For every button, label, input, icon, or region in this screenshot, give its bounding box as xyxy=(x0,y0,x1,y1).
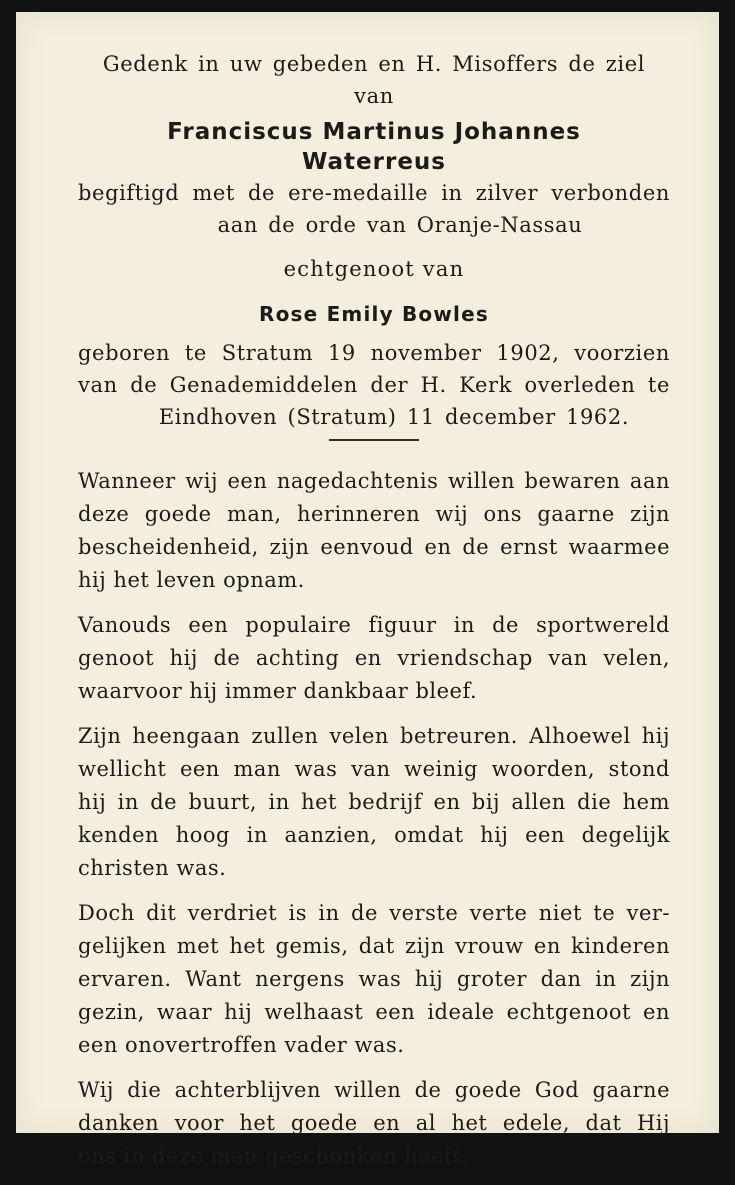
memorial-body xyxy=(78,465,670,1173)
paragraph-line: Vanouds een populaire figuur in de sportwereld xyxy=(78,613,670,637)
paragraph-line: wellicht een man was van weinig woorden, stond xyxy=(78,757,670,781)
birth-line: van de Genademiddelen der H. Kerk overleden te xyxy=(78,373,670,397)
paragraph xyxy=(78,609,670,708)
memorial-card xyxy=(16,12,719,1168)
honor-text xyxy=(78,177,670,241)
paragraph-line: hij het leven opnam. xyxy=(78,568,305,592)
paragraph-line: genoot hij de achting en vriendschap van velen, xyxy=(78,646,670,670)
card-content xyxy=(78,48,670,1185)
spouse-name: Rose Emily Bowles xyxy=(259,302,489,326)
deceased-name-line: Waterreus xyxy=(301,149,446,175)
paragraph-line: kenden hoog in aanzien, omdat hij een degelijk xyxy=(78,823,670,847)
paragraph-line: danken voor het goede en al het edele, dat Hij xyxy=(78,1111,670,1135)
paragraph-line: gelijken met het gemis, dat zijn vrouw en kinderen xyxy=(78,934,670,958)
intro-line: Gedenk in uw gebeden en H. Misoffers de ziel van xyxy=(102,52,646,108)
paragraph-line: bescheidenheid, zijn eenvoud en de ernst waarmee xyxy=(78,535,670,559)
paragraph xyxy=(78,897,670,1062)
paragraph-line: ervaren. Want nergens was hij groter dan in zijn xyxy=(78,967,670,991)
birth-line: geboren te Stratum 19 november 1902, voorzien xyxy=(78,341,670,365)
paragraph-line: ons in deze man geschonken heeft. xyxy=(78,1144,469,1168)
paragraph-line: deze goede man, herinneren wij ons gaarne zijn xyxy=(78,502,670,526)
birth-line: Eindhoven (Stratum) 11 december 1962. xyxy=(158,405,630,429)
honor-line: begiftigd met de ere-medaille in zilver verbonden xyxy=(78,181,670,205)
paragraph-line: waarvoor hij immer dankbaar bleef. xyxy=(78,679,478,703)
paragraph xyxy=(78,1074,670,1173)
paragraph-line: een onovertroffen vader was. xyxy=(78,1033,405,1057)
paragraph xyxy=(78,465,670,597)
paragraph-line: Wanneer wij een nagedachtenis willen bewaren aan xyxy=(78,469,670,493)
paragraph xyxy=(78,720,670,885)
paragraph-line: gezin, waar hij welhaast een ideale echtgenoot en xyxy=(78,1000,670,1024)
spouse-label: echtgenoot van xyxy=(283,257,465,281)
paragraph-line: Wij die achterblijven willen de goede God gaarne xyxy=(78,1078,670,1102)
deceased-name xyxy=(78,117,670,177)
paragraph-line: Doch dit verdriet is in de verste verte niet te ver- xyxy=(78,901,670,925)
honor-line: aan de orde van Oranje-Nassau xyxy=(217,213,583,237)
paragraph-line: Zijn heengaan zullen velen betreuren. Alhoewel hij xyxy=(78,724,670,748)
birth-death-text xyxy=(78,337,670,433)
paragraph-line: christen was. xyxy=(78,856,227,880)
paragraph-line: hij in de buurt, in het bedrijf en bij allen die hem xyxy=(78,790,670,814)
divider-rule xyxy=(329,439,419,441)
deceased-name-line: Franciscus Martinus Johannes xyxy=(167,119,581,145)
